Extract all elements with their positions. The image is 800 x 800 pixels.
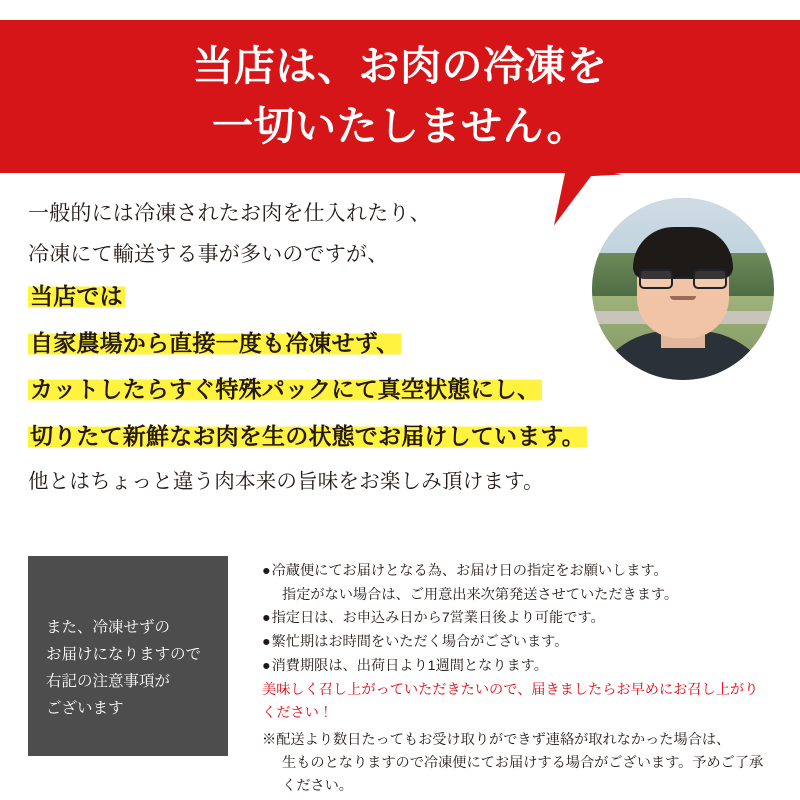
copy-strong-1-text: 当店では <box>30 283 123 309</box>
owner-photo <box>592 198 774 380</box>
note-item-text: 繁忙期はお時間をいただく場合がございます。 <box>271 634 569 650</box>
headline-line-2: 一切いたしません。 <box>212 102 588 149</box>
note-asterisk-line-2-text: 生ものとなりますので冷凍便にてお届けする場合がございます。予めご了承 <box>282 755 764 771</box>
note-asterisk-line-3 <box>262 775 782 798</box>
copy-strong-2-text: 自家農場から直接一度も冷凍せず、 <box>30 329 400 356</box>
glasses-left-lens <box>639 269 673 289</box>
note-subitem-text: 指定がない場合は、ご用意出来次第発送させていただきます。 <box>282 587 679 603</box>
note-item-text: 消費期限は、出荷日より1週間となります。 <box>271 658 548 674</box>
glasses-right-lens <box>693 269 727 289</box>
note-asterisk-line-3-text: ください。 <box>282 778 353 794</box>
copy-strong-3-text: カットしたらすぐ特殊パックにて真空状態にし、 <box>30 376 541 402</box>
note-box-line-2: お届けになりますので <box>46 646 202 664</box>
bullet-icon: ● <box>262 610 271 626</box>
copy-strong-2 <box>28 326 588 361</box>
note-item <box>262 655 782 678</box>
glasses-bridge <box>675 277 691 279</box>
glasses-icon <box>637 269 729 289</box>
copy-strong-4 <box>28 419 588 454</box>
note-box-line-1: また、冷凍せずの <box>46 619 171 636</box>
note-item <box>262 631 782 654</box>
copy-tail: 他とはちょっと違う肉本来の旨味をお楽しみ頂けます。 <box>28 470 544 493</box>
bullet-icon: ● <box>262 658 271 674</box>
note-box-line-3: 右記の注意事項が <box>46 673 171 691</box>
copy-strong-1 <box>28 279 588 314</box>
note-item-text: 冷蔵便にてお届けとなる為、お届け日の指定をお願いします。 <box>271 563 668 579</box>
copy-lead-1: 一般的には冷凍されたお肉を仕入れたり、 <box>28 202 431 225</box>
bullet-icon: ● <box>262 634 271 650</box>
note-box-line-4: ございます <box>46 700 124 718</box>
photo-mouth <box>670 296 696 300</box>
note-item <box>262 607 782 630</box>
headline-line-1: 当店は、お肉の冷凍を <box>192 43 608 90</box>
notes-list <box>262 560 782 798</box>
body-copy <box>28 198 588 507</box>
note-item-text: 指定日は、お申込み日から7営業日後より可能です。 <box>271 610 605 626</box>
note-asterisk-line-1: ※配送より数日たってもお受け取りができず連絡が取れなかった場合は、 <box>262 732 731 748</box>
note-asterisk-line-2 <box>262 752 782 775</box>
copy-strong-3 <box>28 372 588 407</box>
note-box <box>28 556 228 756</box>
copy-strong-4-text: 切りたて新鮮なお肉を生の状態でお届けしています。 <box>30 422 585 449</box>
copy-lead-2: 冷凍にて輸送する事が多いのですが、 <box>28 242 389 266</box>
note-item <box>262 560 782 583</box>
bullet-icon: ● <box>262 563 271 579</box>
note-warning-line-2: ください！ <box>262 705 333 721</box>
note-warning-line-1: 美味しく召し上がっていただきたいので、届きましたらお早めにお召し上がり <box>262 682 759 698</box>
headline-banner <box>0 20 800 173</box>
